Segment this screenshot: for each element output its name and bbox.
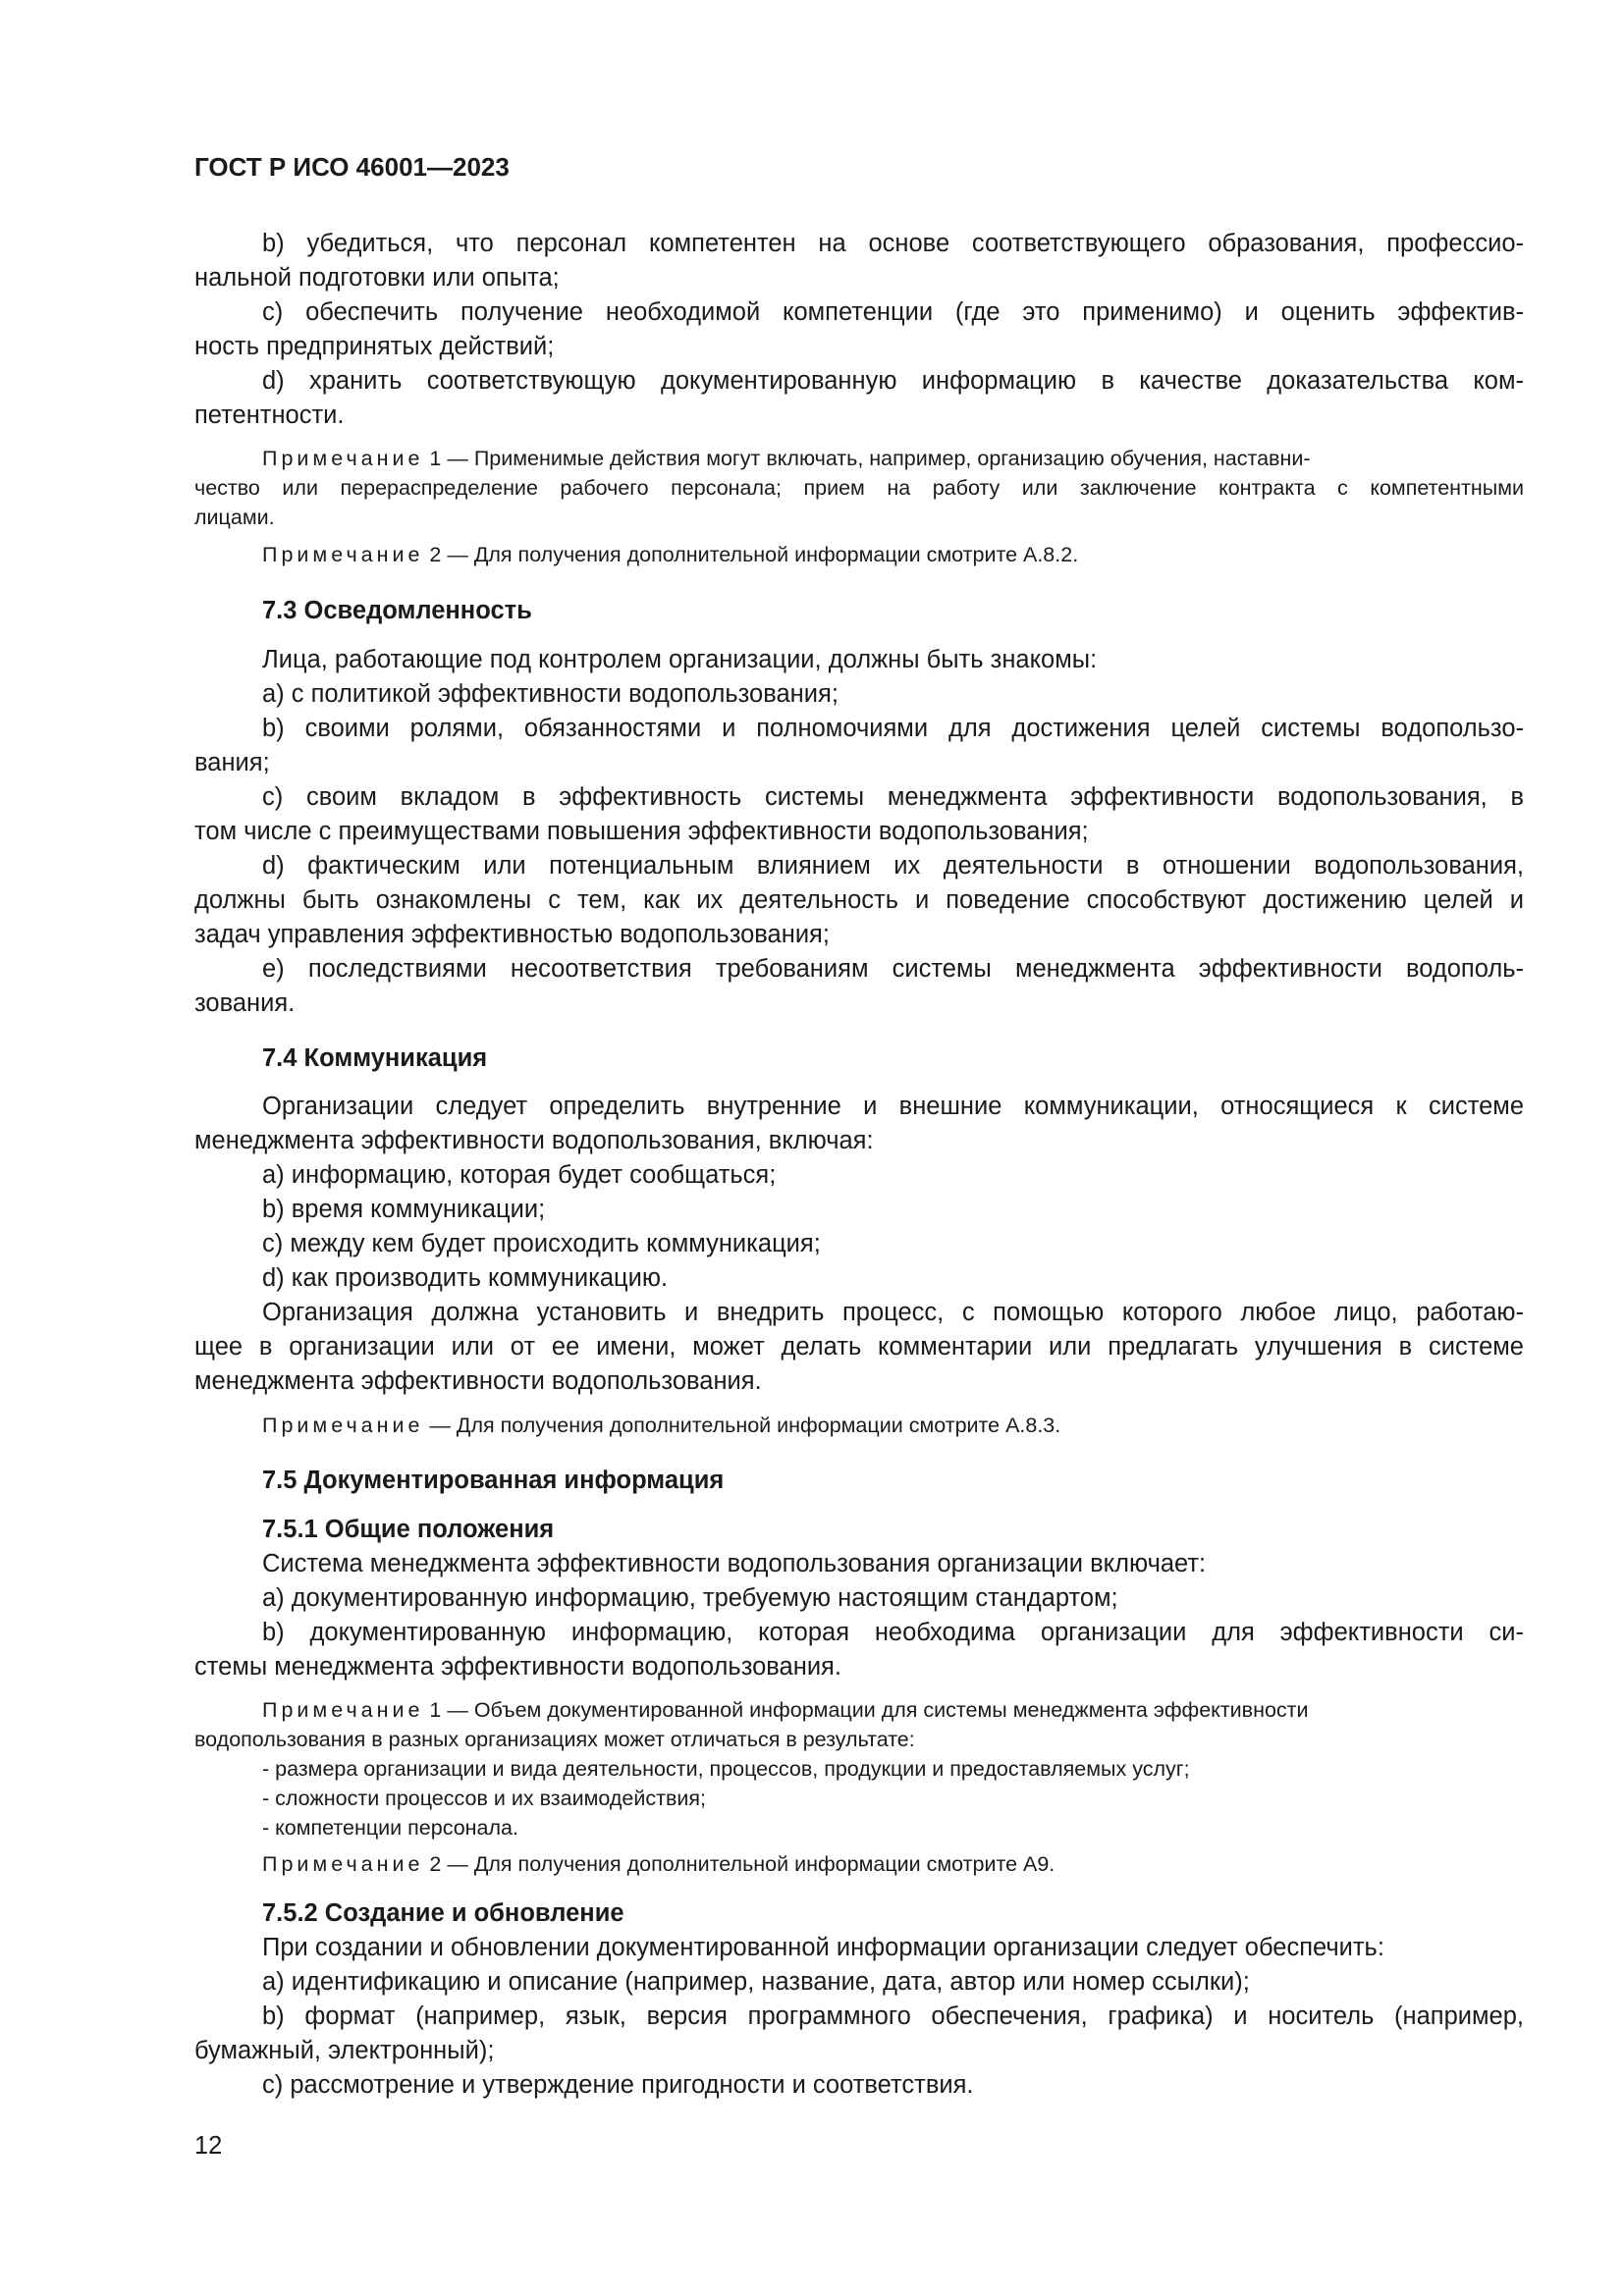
section-7-3-item-d-line1: d) фактическим или потенциальным влиянием их деятельности в отношении водопользования, (262, 852, 1524, 880)
note-1-line2: чество или перераспределение рабочего персонала; прием на работу или заключение контракта с компетентными (194, 476, 1524, 500)
section-7-3-item-a: a) с политикой эффективности водопользования; (262, 680, 839, 708)
page-header: ГОСТ Р ИСО 46001—2023 (194, 152, 510, 182)
note-text: 1 — Применимые действия могут включать, например, организацию обучения, наставни- (423, 447, 1311, 470)
note-label: Примечание (262, 543, 424, 566)
section-7-5-1-note1-line1 (262, 1700, 1309, 1722)
section-7-5-2-item-b-line2: бумажный, электронный); (194, 2037, 495, 2064)
section-7-4-item-c: c) между кем будет происходить коммуникация; (262, 1230, 821, 1257)
section-7-3-item-b-line2: вания; (194, 749, 270, 776)
section-7-3-intro: Лица, работающие под контролем организации, должны быть знакомы: (262, 646, 1098, 673)
section-7-5-1-item-b-line1: b) документированную информацию, которая необходима организации для эффективности си- (262, 1619, 1524, 1646)
section-7-5-1-heading: 7.5.1 Общие положения (262, 1516, 555, 1543)
bullet-item: - размера организации и вида деятельности, процессов, продукции и предоставляемых услуг; (262, 1757, 1190, 1781)
list-item-d-line2: петентности. (194, 401, 345, 429)
section-7-5-2-intro: При создании и обновлении документированной информации организации следует обеспечить: (262, 1934, 1384, 1961)
section-7-3-item-c-line1: c) своим вкладом в эффективность системы менеджмента эффективности водопользования, в (262, 783, 1524, 811)
list-item-b-line1: b) убедиться, что персонал компетентен на основе соответствующего образования, профессио- (262, 230, 1524, 257)
section-7-3-item-b-line1: b) своими ролями, обязанностями и полномочиями для достижения целей системы водопользо- (262, 715, 1524, 742)
section-7-5-2-heading: 7.5.2 Создание и обновление (262, 1899, 624, 1927)
section-7-4-item-a: a) информацию, которая будет сообщаться; (262, 1161, 777, 1189)
note-text: 2 — Для получения дополнительной информации смотрите А9. (423, 1852, 1056, 1876)
note-label: Примечание (262, 1414, 424, 1437)
section-7-4-note (262, 1415, 1060, 1437)
section-7-5-1-note2 (262, 1854, 1055, 1876)
list-item-d-line1: d) хранить соответствующую документированную информацию в качестве доказательства ком- (262, 367, 1524, 395)
bullet-item: - компетенции персонала. (262, 1816, 518, 1840)
section-7-4-para1-line2: менеджмента эффективности водопользования, включая: (194, 1127, 874, 1154)
section-7-5-2-item-a: a) идентификацию и описание (например, название, дата, автор или номер ссылки); (262, 1968, 1250, 1996)
list-item-c-line1: c) обеспечить получение необходимой компетенции (где это применимо) и оценить эффектив- (262, 298, 1524, 326)
page-number: 12 (194, 2132, 223, 2160)
section-7-5-heading: 7.5 Документированная информация (262, 1467, 725, 1494)
note-label: Примечание (262, 1698, 424, 1722)
note-label: Примечание (262, 1852, 424, 1876)
section-7-4-item-b: b) время коммуникации; (262, 1196, 546, 1223)
section-7-5-2-item-b-line1: b) формат (например, язык, версия программного обеспечения, графика) и носитель (например, (262, 2002, 1524, 2030)
section-7-4-para2-line3: менеджмента эффективности водопользования. (194, 1367, 762, 1395)
bullet-item: - сложности процессов и их взаимодействия; (262, 1787, 707, 1810)
list-item-b-line2: нальной подготовки или опыта; (194, 264, 560, 292)
note-1-line3: лицами. (194, 506, 275, 529)
note-text: 2 — Для получения дополнительной информации смотрите А.8.2. (423, 543, 1079, 566)
section-7-3-item-d-line2: должны быть ознакомлены с тем, как их деятельность и поведение способствуют достижению целей и (194, 886, 1524, 914)
section-7-4-heading: 7.4 Коммуникация (262, 1044, 488, 1072)
note-1-line1 (262, 449, 1311, 470)
section-7-5-1-item-b-line2: стемы менеджмента эффективности водопользования. (194, 1653, 841, 1681)
section-7-3-heading: 7.3 Осведомленность (262, 597, 532, 624)
section-7-4-para1-line1: Организации следует определить внутренние и внешние коммуникации, относящиеся к системе (262, 1093, 1524, 1120)
section-7-5-1-intro: Система менеджмента эффективности водопользования организации включает: (262, 1550, 1207, 1577)
section-7-5-1-note1-line2: водопользования в разных организациях может отличаться в результате: (194, 1728, 915, 1751)
section-7-4-para2-line1: Организация должна установить и внедрить процесс, с помощью которого любое лицо, работаю- (262, 1299, 1524, 1326)
section-7-3-item-c-line2: том числе с преимуществами повышения эффективности водопользования; (194, 818, 1089, 845)
section-7-3-item-d-line3: задач управления эффективностью водопользования; (194, 921, 830, 948)
section-7-3-item-e-line2: зования. (194, 989, 296, 1017)
note-2 (262, 545, 1078, 566)
note-label: Примечание (262, 447, 424, 470)
section-7-5-2-item-c: c) рассмотрение и утверждение пригодности и соответствия. (262, 2071, 974, 2099)
section-7-5-1-item-a: a) документированную информацию, требуемую настоящим стандартом; (262, 1584, 1118, 1612)
section-7-4-para2-line2: щее в организации или от ее имени, может делать комментарии или предлагать улучшения в системе (194, 1333, 1524, 1361)
section-7-4-item-d: d) как производить коммуникацию. (262, 1264, 669, 1292)
note-text: — Для получения дополнительной информации смотрите А.8.3. (423, 1414, 1061, 1437)
list-item-c-line2: ность предпринятых действий; (194, 333, 555, 360)
note-text: 1 — Объем документированной информации для системы менеджмента эффективности (423, 1698, 1309, 1722)
section-7-3-item-e-line1: e) последствиями несоответствия требованиям системы менеджмента эффективности водополь- (262, 955, 1524, 983)
